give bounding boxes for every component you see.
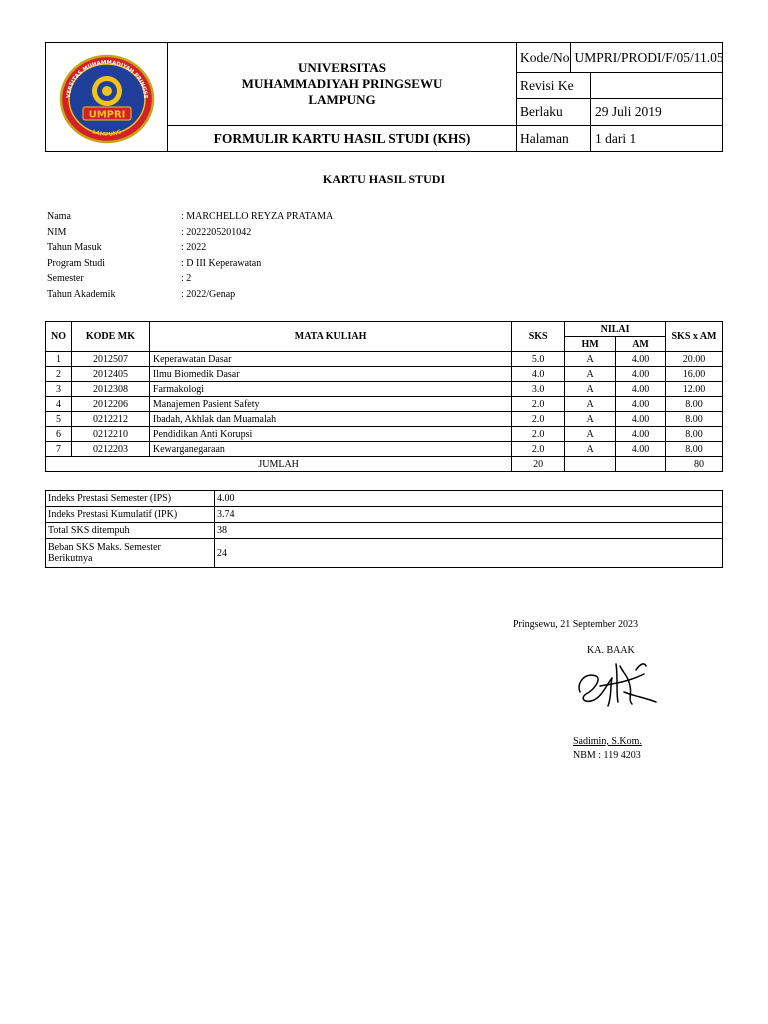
- cell-am: 4.00: [616, 382, 666, 397]
- cell-sks: 4.0: [512, 367, 565, 382]
- cell-sks-x-am: 8.00: [666, 442, 723, 457]
- summary-value: 4.00: [215, 491, 723, 507]
- cell-no: 2: [46, 367, 72, 382]
- cell-kode: 0212212: [71, 412, 149, 427]
- table-row: [46, 382, 723, 397]
- cell-mk: Kewarganegaraan: [149, 442, 511, 457]
- cell-hm: A: [565, 397, 616, 412]
- cell-sks-x-am: 16.00: [666, 367, 723, 382]
- info-value: : 2022/Genap: [181, 289, 236, 300]
- logo-cell: [46, 43, 168, 152]
- summary-label-line: Berikutnya: [48, 553, 93, 564]
- svg-text:UNIVERSITAS MUHAMMADIYAH PRING: VERSITAS MUHAMMADIYAH PRINGSE: [65, 59, 149, 99]
- cell-sks: 5.0: [512, 352, 565, 367]
- cell-mk: Pendidikan Anti Korupsi: [149, 427, 511, 442]
- total-sks: 20: [512, 457, 565, 472]
- meta-row: [517, 73, 723, 99]
- info-label: Semester: [47, 273, 84, 284]
- cell-no: 6: [46, 427, 72, 442]
- university-line2: MUHAMMADIYAH PRINGSEWU: [241, 76, 443, 91]
- cell-sks-x-am: 8.00: [666, 412, 723, 427]
- meta-value: UMPRI/PRODI/F/05/11.05: [574, 49, 724, 65]
- table-row: [46, 367, 723, 382]
- course-table: [45, 321, 723, 472]
- meta-row: [517, 43, 723, 73]
- table-row: [46, 427, 723, 442]
- cell-am: 4.00: [616, 442, 666, 457]
- info-value: : 2022: [181, 242, 207, 253]
- cell-am: 4.00: [616, 367, 666, 382]
- meta-label: Halaman: [517, 126, 591, 152]
- cell-sks: 2.0: [512, 412, 565, 427]
- header-nilai: NILAI: [565, 322, 666, 337]
- summary-row: [46, 539, 723, 568]
- cell-hm: A: [565, 427, 616, 442]
- document-title: KARTU HASIL STUDI: [322, 172, 446, 186]
- header-am: AM: [616, 337, 666, 352]
- cell-no: 5: [46, 412, 72, 427]
- summary-label: Total SKS ditempuh: [46, 523, 215, 539]
- cell-am: 4.00: [616, 427, 666, 442]
- cell-am: 4.00: [616, 352, 666, 367]
- place-date: Pringsewu, 21 September 2023: [513, 619, 638, 630]
- cell-no: 3: [46, 382, 72, 397]
- empty-cell: [616, 457, 666, 472]
- summary-value: 38: [215, 523, 723, 539]
- cell-sks-x-am: 8.00: [666, 397, 723, 412]
- table-row: [46, 442, 723, 457]
- summary-row: [46, 491, 723, 507]
- cell-sks-x-am: 20.00: [666, 352, 723, 367]
- cell-hm: A: [565, 367, 616, 382]
- cell-mk: Farmakologi: [149, 382, 511, 397]
- cell-hm: A: [565, 352, 616, 367]
- cell-am: 4.00: [616, 412, 666, 427]
- header-mata-kuliah: MATA KULIAH: [149, 322, 511, 352]
- cell-sks: 2.0: [512, 397, 565, 412]
- university-line1: UNIVERSITAS: [298, 60, 386, 75]
- table-row: [46, 412, 723, 427]
- university-line3: LAMPUNG: [308, 92, 376, 107]
- cell-mk: Ilmu Biomedik Dasar: [149, 367, 511, 382]
- cell-sks: 3.0: [512, 382, 565, 397]
- summary-value: 24: [215, 539, 723, 568]
- cell-mk: Ibadah, Akhlak dan Muamalah: [149, 412, 511, 427]
- info-label: Tahun Akademik: [47, 289, 116, 300]
- cell-hm: A: [565, 382, 616, 397]
- total-row: [46, 457, 723, 472]
- header-no: NO: [46, 322, 72, 352]
- svg-text:UMPRI: UMPRI: [88, 109, 126, 121]
- header-hm: HM: [565, 337, 616, 352]
- form-title: FORMULIR KARTU HASIL STUDI (KHS): [168, 126, 517, 152]
- cell-mk: Manajemen Pasient Safety: [149, 397, 511, 412]
- summary-label: Indeks Prestasi Semester (IPS): [46, 491, 215, 507]
- cell-kode: 2012405: [71, 367, 149, 382]
- header-sks: SKS: [512, 322, 565, 352]
- meta-label: Revisi Ke: [517, 73, 591, 98]
- cell-kode: 2012206: [71, 397, 149, 412]
- cell-sks: 2.0: [512, 427, 565, 442]
- empty-cell: [565, 457, 616, 472]
- info-value: : MARCHELLO REYZA PRATAMA: [181, 211, 334, 222]
- info-label: NIM: [47, 227, 67, 238]
- info-label: Nama: [47, 211, 71, 222]
- cell-sks: 2.0: [512, 442, 565, 457]
- meta-value: 29 Juli 2019: [595, 104, 662, 119]
- summary-value: 3.74: [215, 507, 723, 523]
- cell-kode: 0212203: [71, 442, 149, 457]
- info-label: Program Studi: [47, 258, 106, 269]
- total-label: JUMLAH: [46, 457, 512, 472]
- meta-value: [591, 73, 723, 98]
- info-value: : D III Keperawatan: [181, 258, 262, 269]
- summary-table: [45, 490, 723, 568]
- cell-am: 4.00: [616, 397, 666, 412]
- cell-kode: 2012308: [71, 382, 149, 397]
- info-value: : 2022205201042: [181, 227, 252, 238]
- signer-nbm: NBM : 119 4203: [573, 750, 641, 761]
- cell-hm: A: [565, 412, 616, 427]
- cell-sks-x-am: 8.00: [666, 427, 723, 442]
- svg-text:LAMPUNG: LAMPUNG: [91, 129, 123, 138]
- cell-mk: Keperawatan Dasar: [149, 352, 511, 367]
- meta-row: [517, 99, 723, 126]
- table-row: [46, 397, 723, 412]
- signer-position: KA. BAAK: [587, 645, 635, 656]
- meta-value: 1 dari 1: [595, 131, 637, 146]
- summary-row: [46, 523, 723, 539]
- university-logo: [46, 43, 167, 152]
- cell-kode: 2012507: [71, 352, 149, 367]
- summary-row: [46, 507, 723, 523]
- table-row: [46, 352, 723, 367]
- cell-kode: 0212210: [71, 427, 149, 442]
- cell-no: 1: [46, 352, 72, 367]
- meta-label: Berlaku: [517, 99, 591, 125]
- header-kode-mk: KODE MK: [71, 322, 149, 352]
- summary-label-line: Beban SKS Maks. Semester: [48, 542, 161, 553]
- info-value: : 2: [181, 273, 192, 284]
- header-sks-x-am: SKS x AM: [666, 322, 723, 352]
- cell-hm: A: [565, 442, 616, 457]
- meta-label: Kode/No: [517, 43, 571, 72]
- signer-name: Sadimin, S.Kom.: [573, 736, 642, 747]
- document-header: [45, 42, 723, 152]
- total-sks-x-am: 80: [666, 457, 723, 472]
- cell-no: 7: [46, 442, 72, 457]
- meta-row: [517, 126, 723, 152]
- university-name: [168, 43, 517, 126]
- handwritten-signature: [572, 656, 662, 716]
- summary-label: [46, 539, 215, 568]
- summary-label: Indeks Prestasi Kumulatif (IPK): [46, 507, 215, 523]
- info-label: Tahun Masuk: [47, 242, 102, 253]
- cell-sks-x-am: 12.00: [666, 382, 723, 397]
- cell-no: 4: [46, 397, 72, 412]
